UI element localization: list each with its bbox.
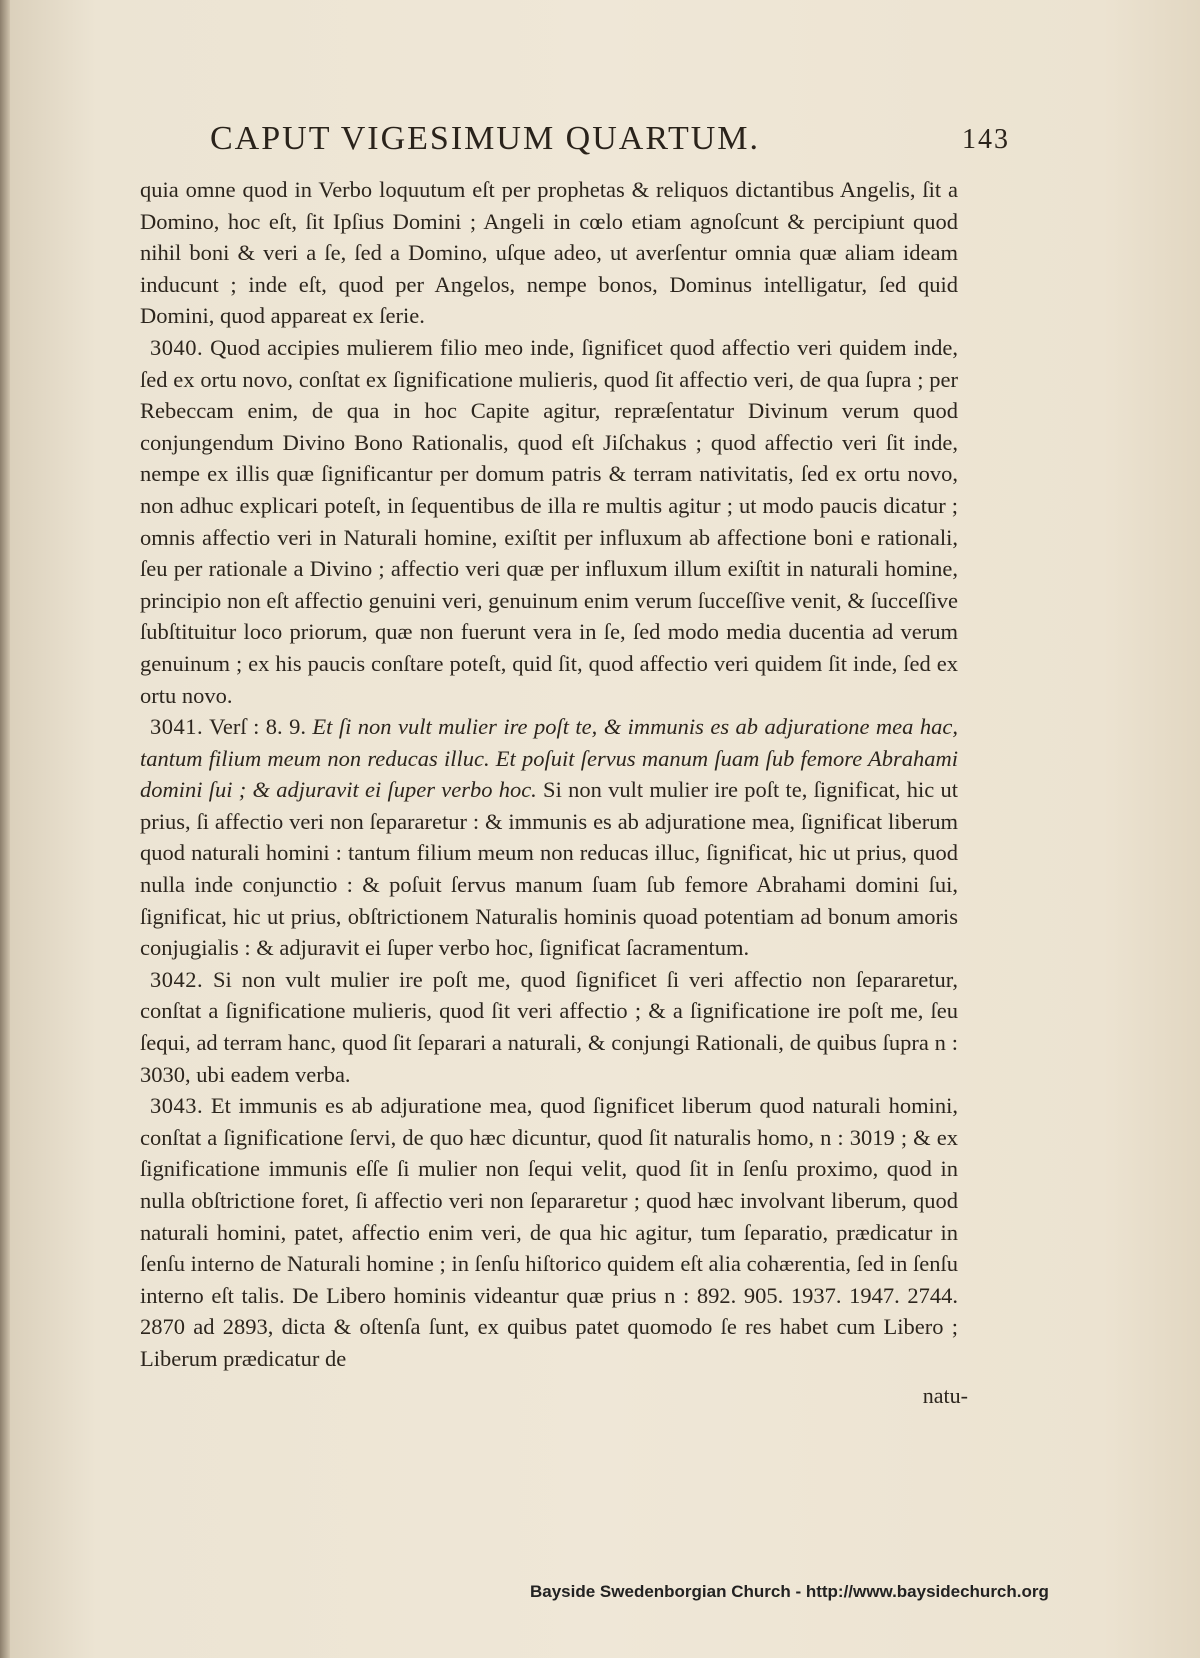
paragraph-text: quia omne quod in Verbo loquutum eſt per prophetas & reliquos dictantibus Angelis, ſit a Domino, hoc eſt, ſit Ipſius Domini ; Angeli in cœlo etiam agnoſcunt & percipiunt quod nihil boni & veri a ſe, ſed a Domino, uſque adeo, ut averſentur omnia quæ aliam ideam inducunt ; inde eſt, quod per Angelos, nempe bonos, Dominus intelligatur, ſed quid Domini, quod appareat ex ſerie. [140, 177, 958, 329]
paragraph-3043 [140, 1090, 958, 1374]
paragraph-number: 3042. [150, 966, 204, 992]
paragraph-text: Si non vult mulier ire poſt me, quod ſignificet ſi veri affectio non ſepararetur, conſtat a ſignificatione mulieris, quod ſit veri affectio ; & a ſignificatione ire poſt me, ſeu ſequi, ad terram hanc, quod ſit ſeparari a naturali, & conjungi Rationali, de quibus ſupra n : 3030, ubi eadem verba. [140, 966, 958, 1087]
verse-reference: Verſ : 8. 9. [203, 714, 313, 740]
body-text [140, 174, 958, 1375]
paragraph-3040 [140, 332, 958, 711]
paragraph-text: Si non vult mulier ire poſt te, ſignificat, hic ut prius, ſi affectio veri non ſepararetur : & immunis es ab adjuratione mea, ſignificat liberum quod naturali homini : tantum filium meum non reducas illuc, ſignificat, hic ut prius, quod nulla inde conjunctio : & poſuit ſervus manum ſuam ſub femore Abrahami domini ſui, ſignificat, hic ut prius, obſtrictionem Naturalis hominis quoad potentiam ad bonum amoris conjugialis : & adjuravit ei ſuper verbo hoc, ſignificat ſacramentum. [140, 777, 958, 961]
paragraph-3041 [140, 711, 958, 964]
paragraph-continuation [140, 174, 958, 332]
paragraph-text: Quod accipies mulierem filio meo inde, ſignificet quod affectio veri quidem inde, ſed ex ortu novo, conſtat ex ſignificatione mulieris, quod ſit affectio veri, de qua ſupra ; per Rebeccam enim, de qua in hoc Capite agitur, repræſentatur Divinum verum quod conjungendum Divino Bono Rationalis, quod eſt Jiſchakus ; quod affectio veri ſit inde, nempe ex illis quæ ſignificantur per domum patris & terram nativitatis, ſed ex ortu novo, non adhuc explicari poteſt, in ſequentibus de illa re multis agitur ; ut modo paucis dicatur ; omnis affectio veri in Naturali homine, exiſtit per influxum ab affectione boni e rationali, ſeu per rationale a Divino ; affectio veri quæ per influxum illum exiſtit in naturali homine, principio non eſt affectio genuini veri, genuinum enim verum ſucceſſive venit, & ſucceſſive ſubſtituitur loco priorum, quæ non fuerunt vera in ſe, ſed modo media ducentia ad verum genuinum ; ex his paucis conſtare poteſt, quid ſit, quod affectio veri quidem ſit inde, ſed ex ortu novo. [140, 334, 958, 708]
page-number: 143 [962, 124, 1010, 155]
paragraph-text: Et immunis es ab adjuratione mea, quod ſignificet liberum quod naturali homini, conſtat a ſignificatione ſervi, de quo hæc dicuntur, quod ſit naturalis homo, n : 3019 ; & ex ſignificatione immunis eſſe ſi mulier non ſequi velit, quod ſit in ſenſu proximo, quod in nulla obſtrictione foret, ſi affectio veri non ſepararetur ; quod hæc involvant liberum, quod naturali homini, patet, affectio enim veri, de qua hic agitur, tum ſeparatio, prædicatur in ſenſu interno de Naturali homine ; in ſenſu hiſtorico quidem eſt alia cohærentia, ſed in ſenſu interno eſt talis. De Libero hominis videantur quæ prius n : 892. 905. 1937. 1947. 2744. 2870 ad 2893, dicta & oſtenſa ſunt, ex quibus patet quomodo ſe res habet cum Libero ; Liberum prædicatur de [140, 1093, 958, 1371]
footer-watermark: Bayside Swedenborgian Church - http://www.baysidechurch.org [530, 1582, 1049, 1601]
catchword: natu- [922, 1383, 968, 1408]
page-header [210, 120, 1010, 160]
paragraph-number: 3041. [150, 714, 204, 740]
paragraph-number: 3040. [150, 334, 204, 360]
running-title: CAPUT VIGESIMUM QUARTUM. [210, 120, 761, 157]
paragraph-3042 [140, 964, 958, 1090]
verse-quotation: Et ſi non vult mulier ire poſt te, & immunis es ab adjuratione mea hac, tantum filium meum non reducas illuc. Et poſuit ſervus manum ſuam ſub femore Abrahami domini ſui ; & adjuravit ei ſuper verbo hoc. [140, 714, 958, 803]
paragraph-number: 3043. [150, 1093, 204, 1119]
